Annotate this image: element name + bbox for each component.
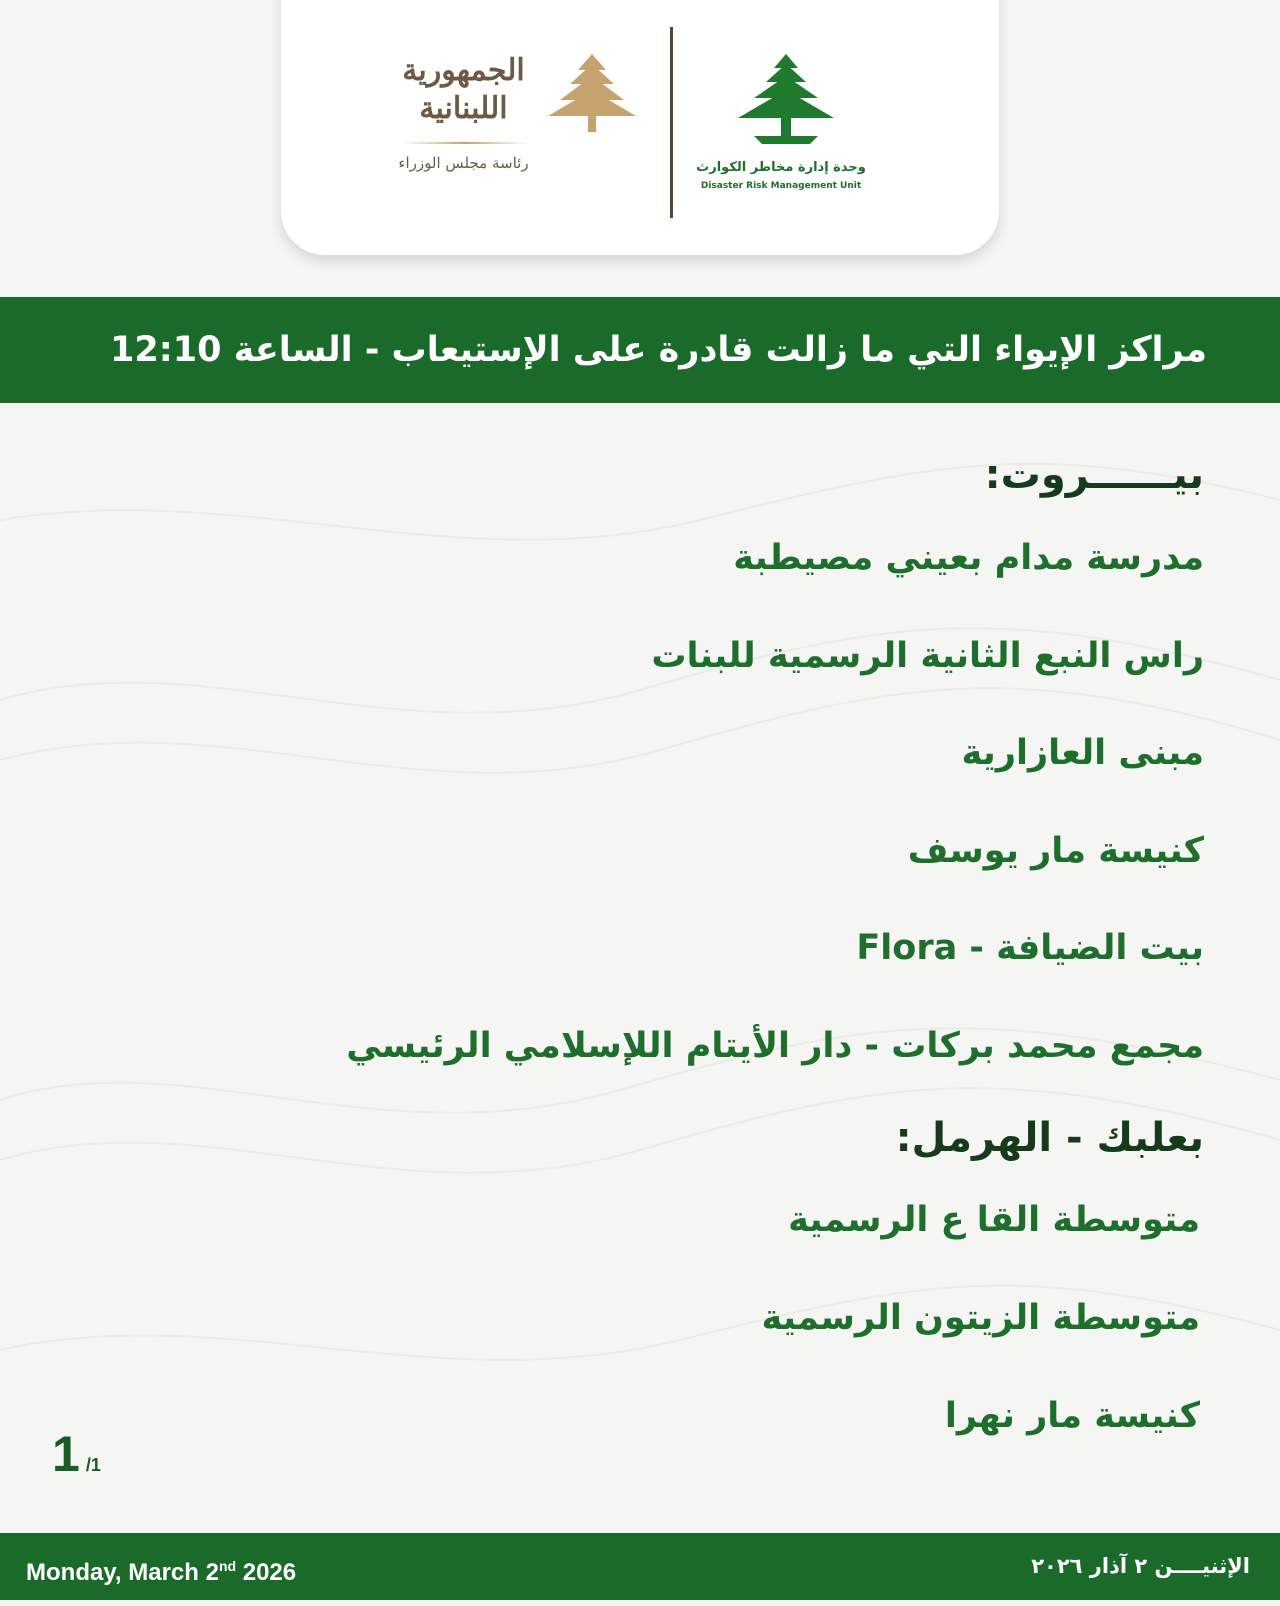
gov-subtitle: رئاسة مجلس الوزراء bbox=[398, 154, 529, 172]
footer-date-arabic: الإثنيــــن ٢ آذار ٢٠٢٦ bbox=[1031, 1554, 1250, 1578]
title-banner bbox=[0, 297, 1280, 403]
page-current: 1 bbox=[52, 1426, 80, 1482]
date-en-prefix: Monday, March 2 bbox=[26, 1559, 219, 1586]
lebanese-republic-wordmark bbox=[391, 52, 536, 128]
shelter-entry: كنيسة مار نهرا bbox=[944, 1396, 1200, 1436]
shelter-entry: مدرسة مدام بعيني مصيطبة bbox=[733, 538, 1204, 578]
drm-unit-arabic-name: وحدة إدارة مخاطر الكوارث bbox=[696, 160, 866, 175]
page-indicator bbox=[52, 1425, 101, 1483]
shelter-entry: راس النبع الثانية الرسمية للبنات bbox=[651, 636, 1204, 676]
page-total: /1 bbox=[85, 1455, 101, 1475]
gov-title-line1: الجمهورية bbox=[402, 53, 525, 88]
shelter-entry: متوسطة الزيتون الرسمية bbox=[761, 1298, 1200, 1338]
shelter-entry: كنيسة مار يوسف bbox=[907, 831, 1204, 871]
region-heading-beirut: بيــــــروت: bbox=[984, 452, 1204, 498]
shelter-entry: متوسطة القا ع الرسمية bbox=[788, 1200, 1200, 1240]
shelter-entry: مبنى العازارية bbox=[961, 733, 1204, 773]
logo-divider bbox=[670, 27, 673, 218]
date-en-ordinal: nd bbox=[218, 1558, 237, 1574]
date-en-year: 2026 bbox=[236, 1559, 297, 1586]
gov-divider-rule bbox=[401, 142, 529, 144]
gold-cedar-icon bbox=[546, 52, 638, 136]
page-title: مراكز الإيواء التي ما زالت قادرة على الإستيعاب - الساعة 12:10 bbox=[110, 330, 1207, 370]
region-heading-baalbek-hermel: بعلبك - الهرمل: bbox=[895, 1115, 1204, 1161]
green-cedar-icon bbox=[734, 52, 838, 152]
shelter-entry: مجمع محمد بركات - دار الأيتام اللإسلامي الرئيسي bbox=[346, 1026, 1204, 1066]
footer-bar bbox=[0, 1533, 1280, 1600]
shelter-entry: بيت الضيافة - Flora bbox=[856, 928, 1204, 968]
gov-title-line2: اللبنانية bbox=[419, 91, 508, 126]
drm-unit-english-name: Disaster Risk Management Unit bbox=[700, 181, 862, 191]
logo-header-card bbox=[281, 0, 999, 255]
footer-date-english bbox=[26, 1533, 296, 1600]
